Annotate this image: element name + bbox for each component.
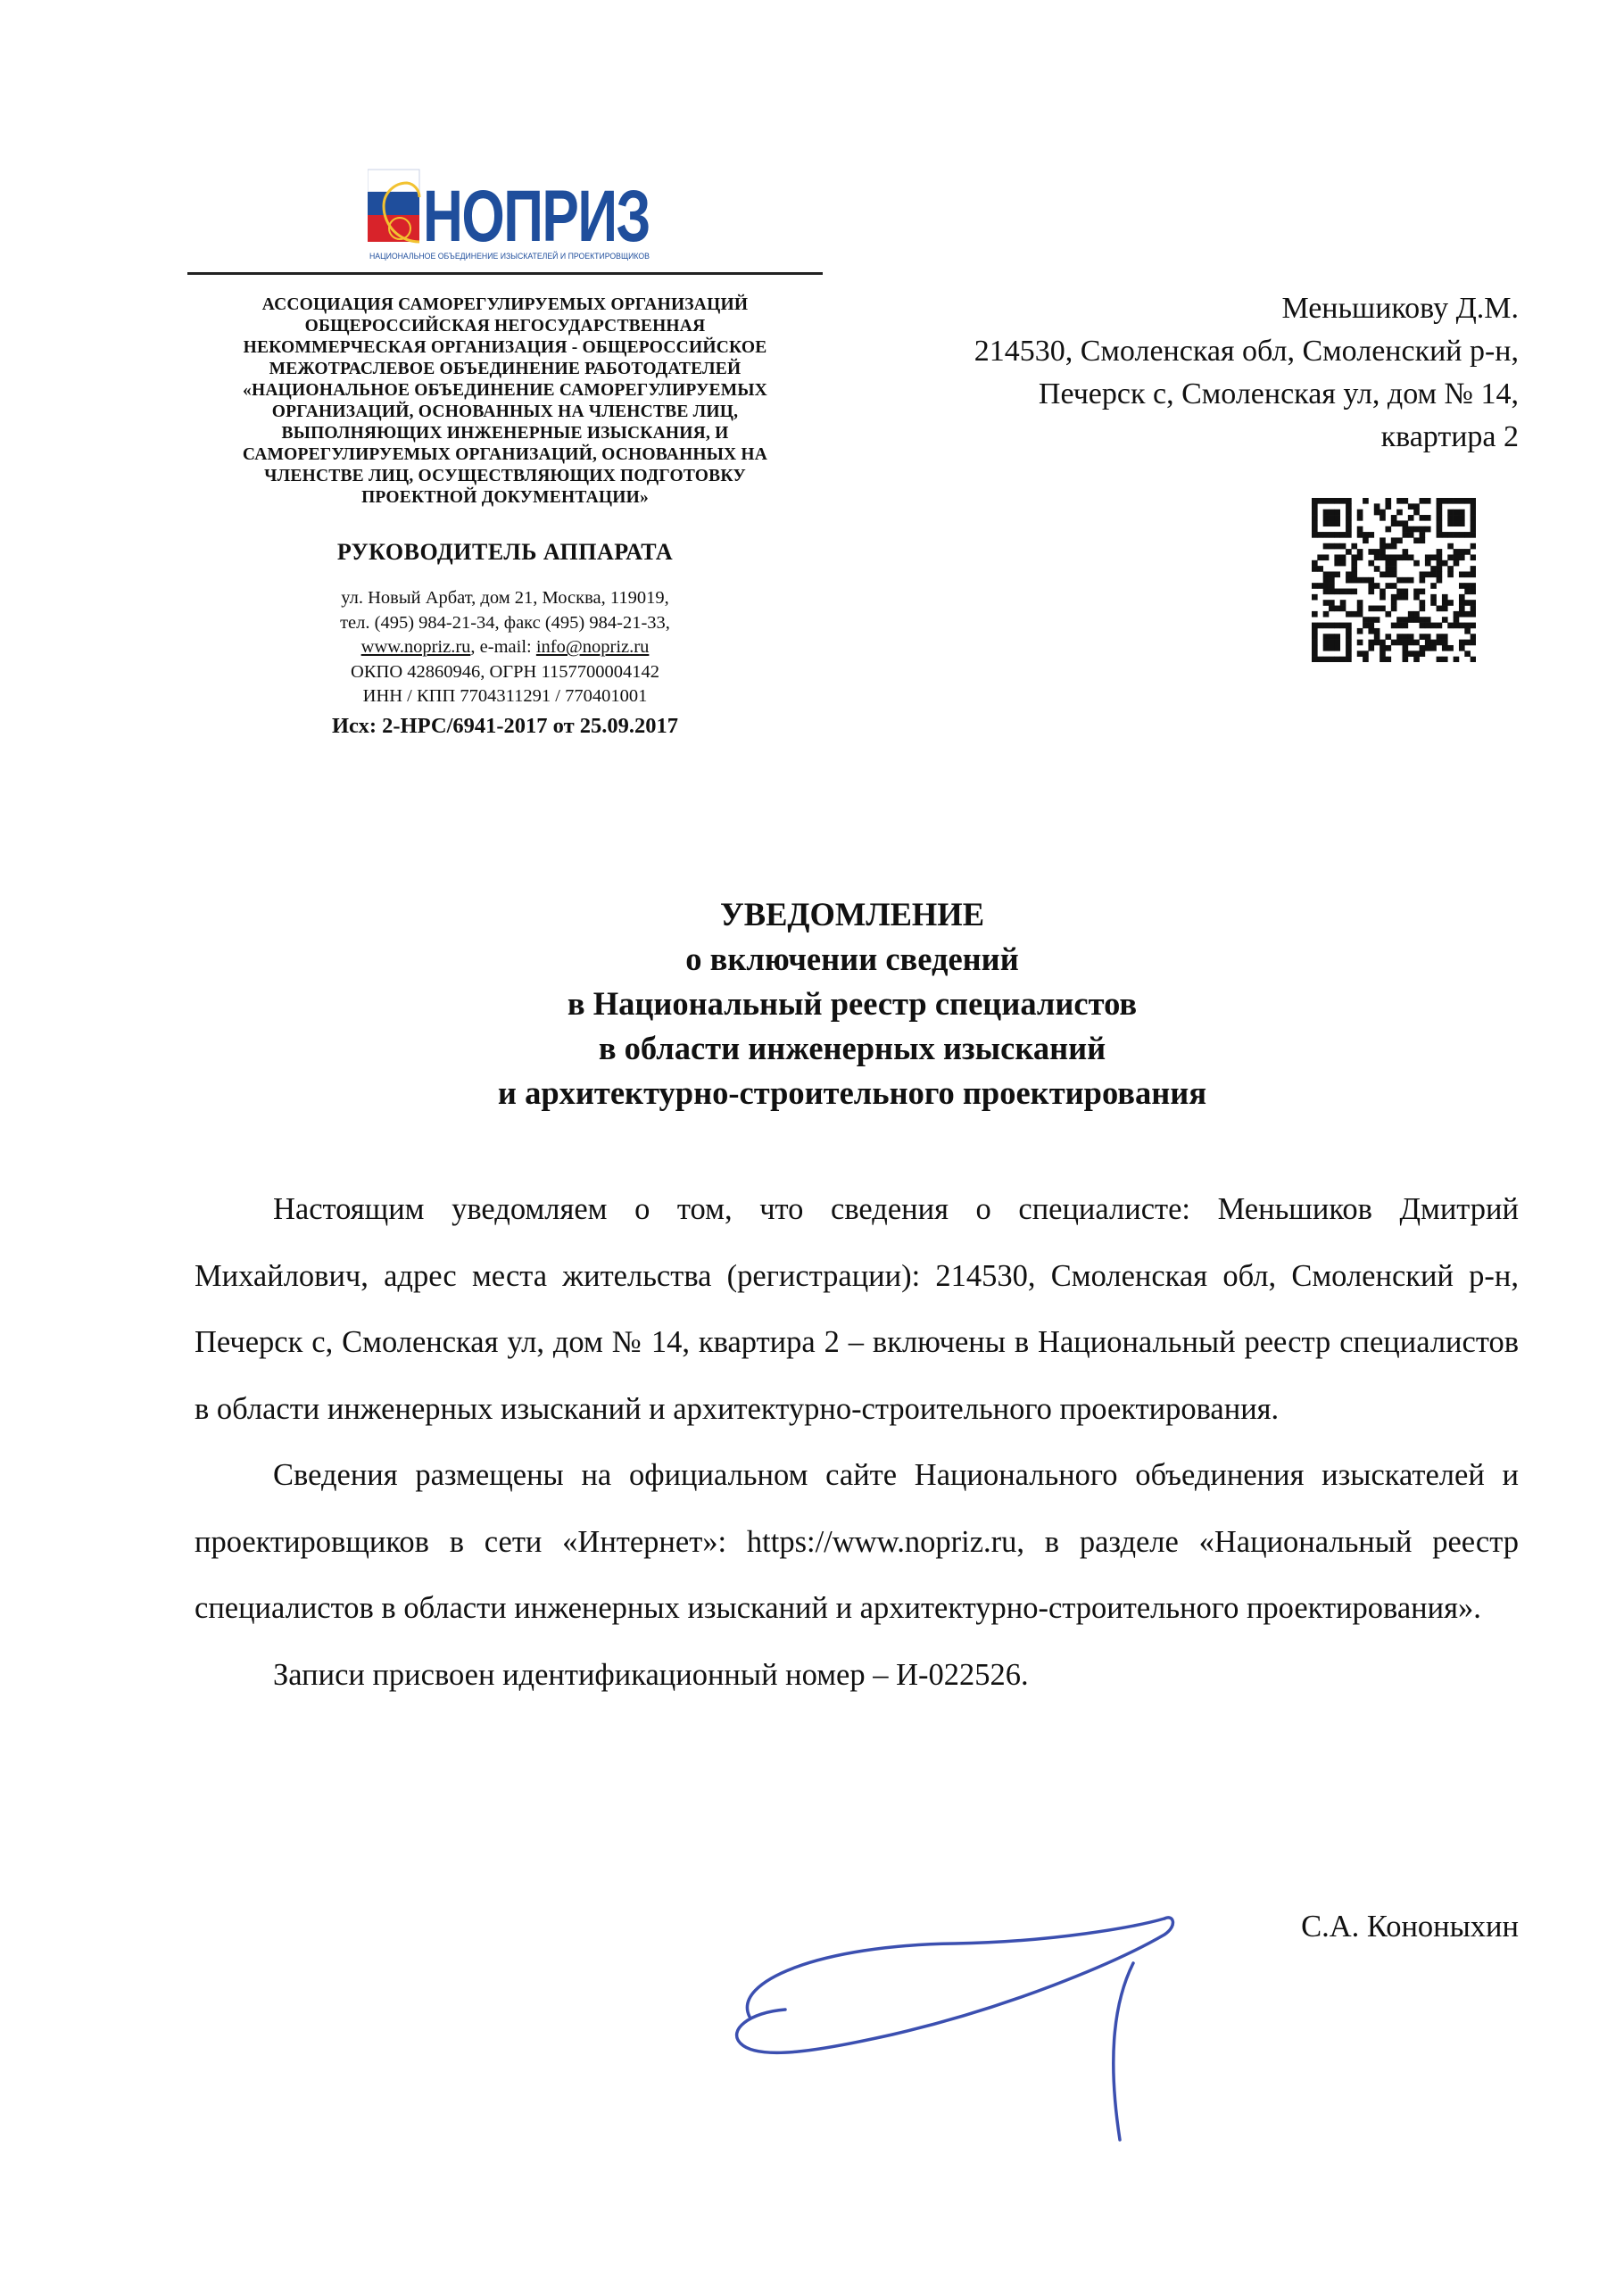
org-line: ОБЩЕРОССИЙСКАЯ НЕГОСУДАРСТВЕННАЯ <box>304 317 706 336</box>
title-line: и архитектурно-строительного проектирования <box>497 1074 1207 1111</box>
org-line: САМОРЕГУЛИРУЕМЫХ ОРГАНИЗАЦИЙ, ОСНОВАННЫХ НА <box>242 445 768 464</box>
document-title <box>187 892 1517 1115</box>
body-paragraph: Сведения размещены на официальном сайте Национального объединения изыскателей и проектировщиков в сети «Интернет»: https://www.nopriz.ru, в разделе «Национальный реестр специалистов в области инженерных изысканий и архитектурно-строительного проектирования». <box>195 1458 1519 1625</box>
document-body <box>195 1176 1519 1708</box>
recipient-line: Печерск с, Смоленская ул, дом № 14, <box>1038 377 1519 410</box>
body-paragraph: Настоящим уведомляем о том, что сведения о специалисте: Меньшиков Дмитрий Михайлович, адрес места жительства (регистрации): 214530, Смоленская обл, Смоленский р-н, Печерск с, Смоленская ул, дом № 14, квартира 2 – включены в Национальный реестр специалистов в области инженерных изысканий и архитектурно-строительного проектирования. <box>195 1192 1519 1426</box>
title-line: в Национальный реестр специалистов <box>567 985 1138 1022</box>
inn-kpp: ИНН / КПП 7704311291 / 770401001 <box>362 686 648 706</box>
logo-wordmark: НОПРИЗ <box>423 176 650 257</box>
body-paragraph: Записи присвоен идентификационный номер – И-022526. <box>273 1657 1029 1692</box>
nopriz-logo <box>368 159 653 264</box>
okpo-ogrn: ОКПО 42860946, ОГРН 1157700004142 <box>351 661 659 682</box>
org-line: «НАЦИОНАЛЬНОЕ ОБЪЕДИНЕНИЕ САМОРЕГУЛИРУЕМЫХ <box>243 381 767 400</box>
org-line: АССОЦИАЦИЯ САМОРЕГУЛИРУЕМЫХ ОРГАНИЗАЦИЙ <box>261 295 749 314</box>
sender-contacts <box>187 586 823 709</box>
org-line: ОРГАНИЗАЦИЙ, ОСНОВАННЫХ НА ЧЛЕНСТВЕ ЛИЦ, <box>271 402 739 421</box>
title-line: в области инженерных изысканий <box>598 1030 1106 1066</box>
outgoing-reference: Исх: 2-НРС/6941-2017 от 25.09.2017 <box>332 714 678 738</box>
recipient-line: квартира 2 <box>1380 420 1519 453</box>
organization-name <box>187 294 823 509</box>
header-divider <box>187 272 823 275</box>
qr-code-icon <box>1312 498 1476 662</box>
recipient-address <box>805 287 1519 459</box>
website-link[interactable]: www.nopriz.ru <box>360 637 471 657</box>
sender-role: РУКОВОДИТЕЛЬ АППАРАТА <box>336 539 674 565</box>
recipient-line: Меньшикову Д.М. <box>1281 292 1519 325</box>
title-line: о включении сведений <box>685 941 1019 977</box>
email-label: , e-mail: <box>470 637 536 657</box>
sender-phone: тел. (495) 984-21-34, факс (495) 984-21-33, <box>340 612 670 633</box>
email-link[interactable]: info@nopriz.ru <box>535 637 650 657</box>
org-line: МЕЖОТРАСЛЕВОЕ ОБЪЕДИНЕНИЕ РАБОТОДАТЕЛЕЙ <box>269 360 742 378</box>
org-line: ЧЛЕНСТВЕ ЛИЦ, ОСУЩЕСТВЛЯЮЩИХ ПОДГОТОВКУ <box>264 467 746 485</box>
org-line: НЕКОММЕРЧЕСКАЯ ОРГАНИЗАЦИЯ - ОБЩЕРОССИЙСКОЕ <box>243 338 767 357</box>
org-line: ПРОЕКТНОЙ ДОКУМЕНТАЦИИ» <box>361 488 649 507</box>
sender-address: ул. Новый Арбат, дом 21, Москва, 119019, <box>341 588 669 608</box>
sender-web-email <box>187 635 823 660</box>
recipient-line: 214530, Смоленская обл, Смоленский р-н, <box>974 335 1519 368</box>
title-line: УВЕДОМЛЕНИЕ <box>719 896 985 932</box>
handwritten-signature <box>714 1910 1196 2146</box>
org-line: ВЫПОЛНЯЮЩИХ ИНЖЕНЕРНЫЕ ИЗЫСКАНИЯ, И <box>281 424 729 443</box>
signer-name: С.А. Кононыхин <box>1301 1910 1519 1944</box>
logo-tagline: НАЦИОНАЛЬНОЕ ОБЪЕДИНЕНИЕ ИЗЫСКАТЕЛЕЙ И ПРОЕКТИРОВЩИКОВ <box>369 252 653 261</box>
